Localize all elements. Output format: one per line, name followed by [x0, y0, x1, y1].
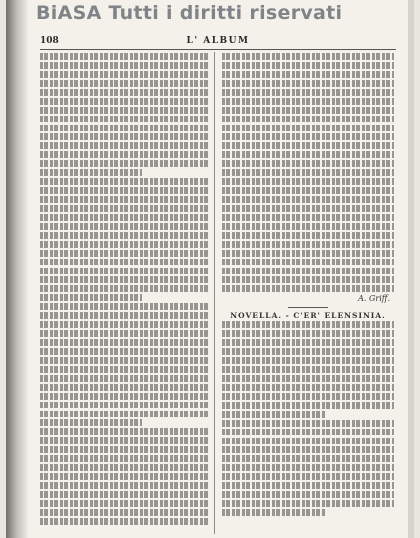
right-column — [222, 53, 394, 533]
text-line — [40, 89, 210, 96]
text-line — [40, 160, 210, 167]
text-line — [222, 133, 394, 140]
text-line — [40, 71, 210, 78]
text-line — [40, 169, 142, 176]
text-line — [40, 98, 210, 105]
text-line — [222, 214, 394, 221]
text-line — [222, 268, 394, 275]
text-line — [40, 232, 210, 239]
text-line — [40, 142, 210, 149]
page-number: 108 — [40, 36, 59, 46]
text-line — [40, 446, 210, 453]
right-column-lines-bottom — [222, 321, 394, 516]
left-column — [40, 53, 210, 533]
text-line — [40, 384, 210, 391]
text-line — [222, 71, 394, 78]
text-line — [222, 482, 394, 489]
text-line — [222, 429, 394, 436]
text-line — [222, 420, 394, 427]
text-line — [40, 196, 210, 203]
text-line — [40, 268, 210, 275]
text-line — [222, 169, 394, 176]
text-line — [222, 321, 394, 328]
right-column-lines-top — [222, 53, 394, 292]
text-line — [40, 285, 210, 292]
text-line — [40, 259, 210, 266]
text-line — [222, 80, 394, 87]
page-header — [40, 36, 396, 50]
signature: A. Griff. — [358, 294, 390, 304]
text-line — [40, 402, 210, 409]
text-line — [222, 384, 394, 391]
text-line — [222, 160, 394, 167]
text-line — [222, 402, 394, 409]
text-line — [40, 464, 210, 471]
text-line — [40, 205, 210, 212]
text-line — [40, 151, 210, 158]
text-line — [222, 276, 394, 283]
text-line — [40, 455, 210, 462]
text-line — [40, 375, 210, 382]
text-line — [222, 330, 394, 337]
text-line — [222, 62, 394, 69]
left-column-lines — [40, 53, 210, 525]
text-line — [40, 348, 210, 355]
text-line — [40, 393, 210, 400]
text-line — [222, 446, 394, 453]
text-line — [40, 107, 210, 114]
text-line — [40, 223, 210, 230]
text-line — [40, 178, 210, 185]
section-separator — [288, 307, 328, 308]
text-line — [222, 187, 394, 194]
text-line — [40, 276, 210, 283]
column-divider — [214, 52, 215, 534]
text-line — [40, 330, 210, 337]
text-line — [40, 500, 210, 507]
text-line — [222, 366, 394, 373]
text-line — [40, 509, 210, 516]
text-line — [222, 107, 394, 114]
text-line — [40, 312, 210, 319]
text-line — [222, 116, 394, 123]
page-edge — [408, 0, 414, 538]
page — [6, 0, 414, 538]
text-line — [40, 187, 210, 194]
text-line — [222, 509, 325, 516]
text-line — [40, 53, 210, 60]
text-line — [40, 294, 142, 301]
section-title: NOVELLA. - C'ER' ELENSINIA. — [230, 311, 386, 321]
text-line — [222, 125, 394, 132]
text-line — [40, 473, 210, 480]
text-line — [222, 250, 394, 257]
text-line — [40, 411, 210, 418]
text-line — [222, 205, 394, 212]
text-line — [222, 375, 394, 382]
text-line — [222, 500, 394, 507]
text-line — [40, 125, 210, 132]
watermark: BiASA Tutti i diritti riservati — [36, 2, 343, 24]
text-line — [222, 455, 394, 462]
text-line — [222, 178, 394, 185]
text-line — [222, 89, 394, 96]
text-line — [222, 223, 394, 230]
text-line — [222, 473, 394, 480]
text-line — [40, 214, 210, 221]
text-line — [222, 285, 394, 292]
text-line — [40, 339, 210, 346]
text-line — [40, 133, 210, 140]
text-line — [40, 482, 210, 489]
text-line — [222, 491, 394, 498]
text-line — [40, 62, 210, 69]
text-line — [40, 321, 210, 328]
text-line — [222, 339, 394, 346]
text-line — [40, 428, 210, 435]
text-line — [40, 303, 210, 310]
text-line — [40, 250, 210, 257]
text-line — [40, 419, 142, 426]
text-line — [40, 116, 210, 123]
running-title: L' ALBUM — [186, 36, 250, 46]
text-line — [222, 98, 394, 105]
header-rule — [40, 49, 396, 50]
text-line — [40, 437, 210, 444]
text-line — [40, 518, 210, 525]
text-line — [40, 491, 210, 498]
text-line — [222, 357, 394, 364]
text-line — [40, 357, 210, 364]
text-line — [222, 151, 394, 158]
text-line — [222, 464, 394, 471]
book-gutter — [6, 0, 28, 538]
text-line — [222, 348, 394, 355]
text-line — [222, 232, 394, 239]
text-line — [222, 142, 394, 149]
text-line — [40, 366, 210, 373]
text-line — [222, 196, 394, 203]
text-line — [222, 53, 394, 60]
text-line — [222, 393, 394, 400]
text-line — [222, 411, 325, 418]
text-line — [222, 241, 394, 248]
text-line — [40, 241, 210, 248]
text-line — [222, 438, 394, 445]
text-line — [222, 259, 394, 266]
text-line — [40, 80, 210, 87]
